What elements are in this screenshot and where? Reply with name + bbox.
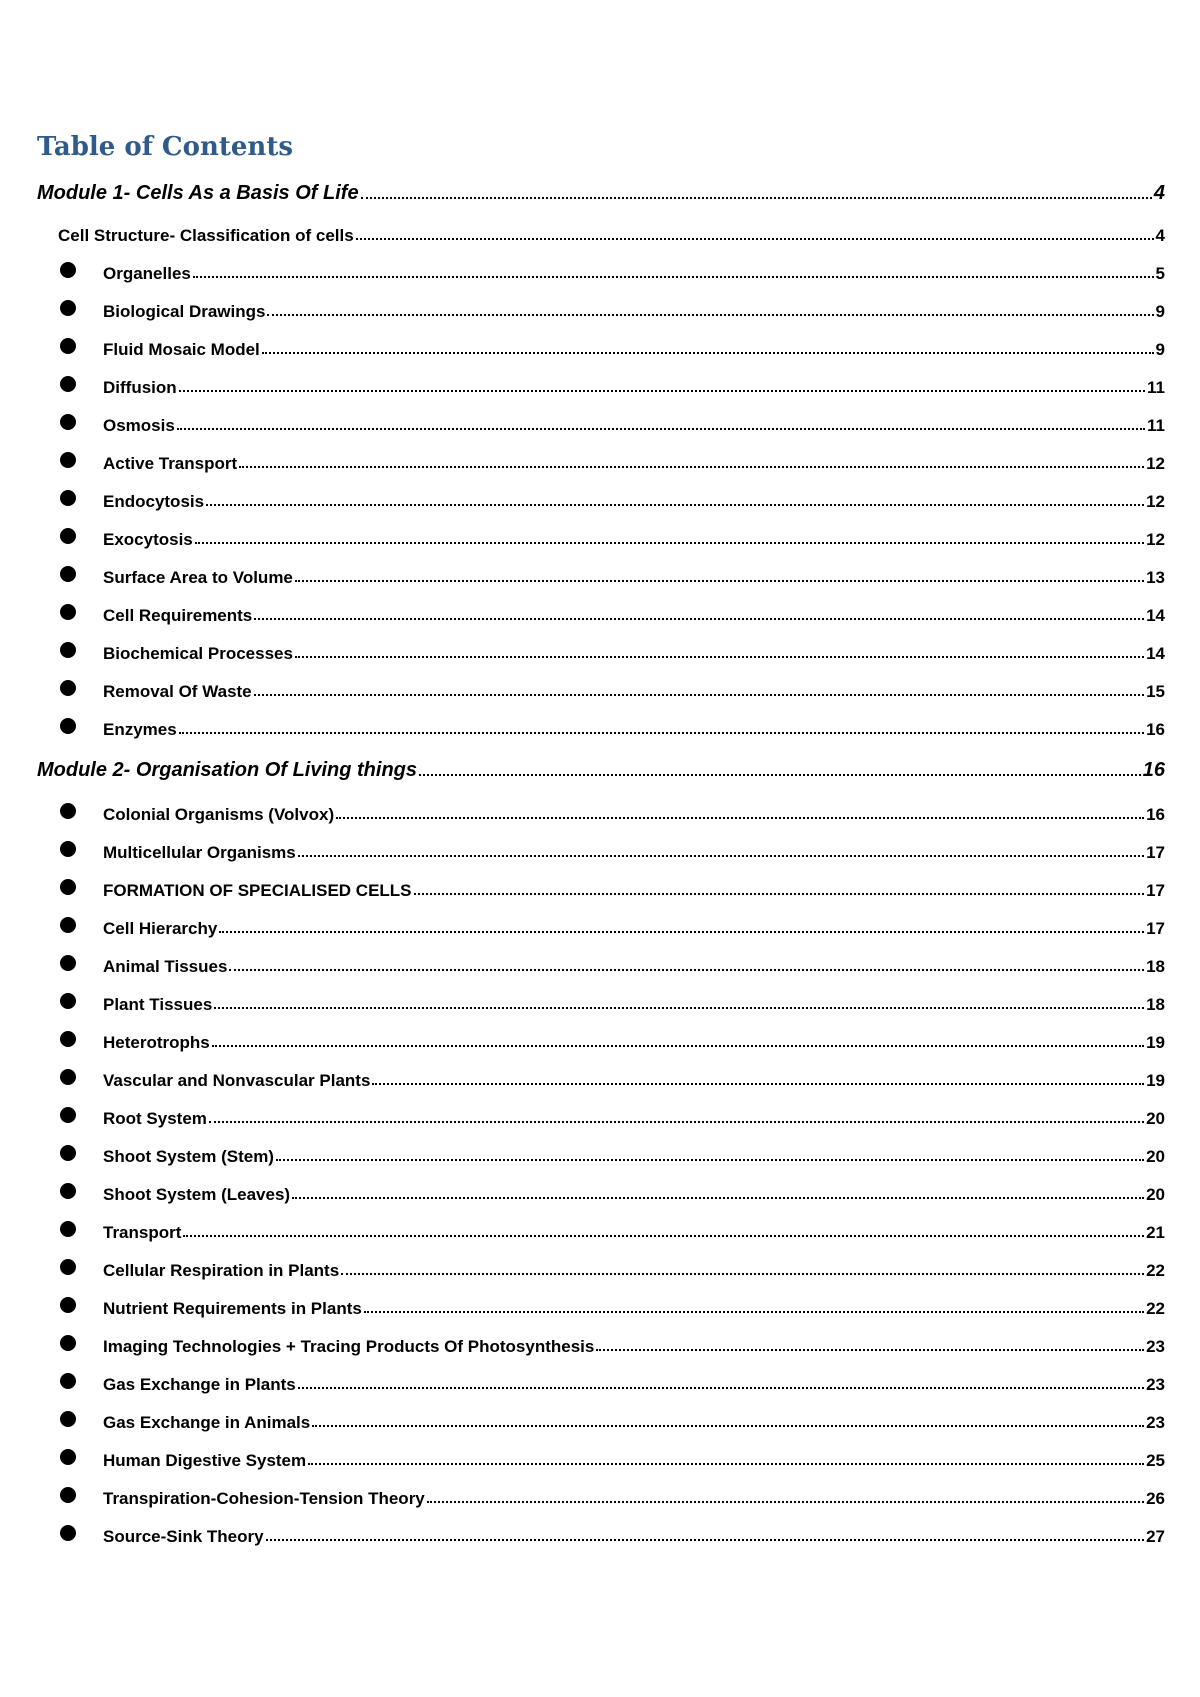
- toc-entry-item[interactable]: [0, 598, 1200, 626]
- bullet-icon: [60, 718, 76, 734]
- toc-entry-page-number: 11: [1147, 378, 1165, 397]
- toc-entry-label: Biological Drawings: [103, 302, 266, 321]
- toc-entry-item[interactable]: [0, 797, 1200, 825]
- bullet-icon: [60, 841, 76, 857]
- bullet-icon: [60, 566, 76, 582]
- toc-entry-item[interactable]: [0, 1329, 1200, 1357]
- toc-entry-page-number: 20: [1146, 1147, 1165, 1166]
- dot-leader: [254, 694, 1144, 696]
- toc-entry-label: Module 2- Organisation Of Living things: [37, 759, 417, 781]
- dot-leader: [298, 855, 1144, 857]
- toc-entry-item[interactable]: [0, 332, 1200, 360]
- dot-leader: [266, 1539, 1144, 1541]
- toc-entry-item[interactable]: [0, 1443, 1200, 1471]
- toc-entry-page-number: 27: [1146, 1527, 1165, 1546]
- dot-leader: [209, 1121, 1144, 1123]
- toc-entry-page-number: 23: [1146, 1413, 1165, 1432]
- toc-entry-label: Animal Tissues: [103, 957, 228, 976]
- toc-entry-page-number: 16: [1142, 759, 1165, 781]
- toc-entry-label: Source-Sink Theory: [103, 1527, 264, 1546]
- toc-entry-label: Human Digestive System: [103, 1451, 307, 1470]
- toc-entry-page-number: 17: [1146, 881, 1165, 900]
- toc-entry-page-number: 4: [1153, 182, 1165, 204]
- dot-leader: [336, 817, 1144, 819]
- bullet-icon: [60, 528, 76, 544]
- bullet-icon: [60, 879, 76, 895]
- toc-entry-item[interactable]: [0, 294, 1200, 322]
- dot-leader: [219, 931, 1144, 933]
- toc-entry-page-number: 13: [1146, 568, 1165, 587]
- toc-entry-page-number: 23: [1146, 1375, 1165, 1394]
- toc-entry-item[interactable]: [0, 1139, 1200, 1167]
- dot-leader: [295, 656, 1144, 658]
- dot-leader: [361, 197, 1152, 199]
- toc-entry-sub[interactable]: [0, 218, 1200, 246]
- toc-entry-item[interactable]: [0, 987, 1200, 1015]
- toc-entry-label: Removal Of Waste: [103, 682, 252, 701]
- toc-entry-label: Nutrient Requirements in Plants: [103, 1299, 362, 1318]
- toc-entry-page-number: 22: [1146, 1261, 1165, 1280]
- toc-entry-label: Shoot System (Leaves): [103, 1185, 291, 1204]
- toc-entry-page-number: 16: [1146, 720, 1165, 739]
- toc-entry-item[interactable]: [0, 1101, 1200, 1129]
- dot-leader: [229, 969, 1144, 971]
- dot-leader: [239, 466, 1144, 468]
- toc-entry-label: Heterotrophs: [103, 1033, 210, 1052]
- toc-entry-item[interactable]: [0, 712, 1200, 740]
- toc-entry-page-number: 14: [1146, 644, 1165, 663]
- toc-entry-item[interactable]: [0, 835, 1200, 863]
- bullet-icon: [60, 604, 76, 620]
- bullet-icon: [60, 955, 76, 971]
- toc-entry-page-number: 4: [1155, 226, 1165, 245]
- toc-title: Table of Contents: [37, 132, 293, 162]
- dot-leader: [193, 276, 1154, 278]
- toc-entry-label: Cellular Respiration in Plants: [103, 1261, 340, 1280]
- toc-entry-item[interactable]: [0, 256, 1200, 284]
- toc-entry-page-number: 16: [1146, 805, 1165, 824]
- toc-entry-label: Endocytosis: [103, 492, 205, 511]
- toc-entry-page-number: 20: [1146, 1185, 1165, 1204]
- toc-entry-page-number: 18: [1146, 995, 1165, 1014]
- toc-entry-item[interactable]: [0, 949, 1200, 977]
- toc-entry-page-number: 12: [1146, 530, 1165, 549]
- toc-entry-page-number: 17: [1146, 919, 1165, 938]
- dot-leader: [341, 1273, 1144, 1275]
- bullet-icon: [60, 803, 76, 819]
- toc-entry-page-number: 17: [1146, 843, 1165, 862]
- toc-entry-label: Multicellular Organisms: [103, 843, 296, 862]
- dot-leader: [206, 504, 1144, 506]
- toc-entry-item[interactable]: [0, 370, 1200, 398]
- toc-entry-page-number: 23: [1146, 1337, 1165, 1356]
- dot-leader: [298, 1387, 1144, 1389]
- dot-leader: [414, 893, 1145, 895]
- toc-entry-item[interactable]: [0, 1405, 1200, 1433]
- dot-leader: [596, 1349, 1144, 1351]
- dot-leader: [179, 732, 1144, 734]
- toc-entry-item[interactable]: [0, 1367, 1200, 1395]
- toc-entry-page-number: 5: [1155, 264, 1165, 283]
- dot-leader: [183, 1235, 1144, 1237]
- toc-entry-label: Organelles: [103, 264, 191, 283]
- toc-entry-label: Cell Structure- Classification of cells: [58, 226, 354, 245]
- bullet-icon: [60, 642, 76, 658]
- toc-entry-label: Active Transport: [103, 454, 238, 473]
- toc-entry-page-number: 20: [1146, 1109, 1165, 1128]
- dot-leader: [292, 1197, 1144, 1199]
- bullet-icon: [60, 1525, 76, 1541]
- bullet-icon: [60, 414, 76, 430]
- toc-entry-label: Root System: [103, 1109, 207, 1128]
- toc-entry-label: Gas Exchange in Plants: [103, 1375, 296, 1394]
- toc-entry-page-number: 18: [1146, 957, 1165, 976]
- toc-entry-label: Cell Hierarchy: [103, 919, 218, 938]
- toc-entry-item[interactable]: [0, 873, 1200, 901]
- bullet-icon: [60, 680, 76, 696]
- dot-leader: [214, 1007, 1144, 1009]
- toc-entry-label: Diffusion: [103, 378, 177, 397]
- toc-entry-item[interactable]: [0, 560, 1200, 588]
- toc-entry-module[interactable]: [0, 754, 1200, 782]
- dot-leader: [356, 238, 1154, 240]
- toc-entry-item[interactable]: [0, 911, 1200, 939]
- bullet-icon: [60, 300, 76, 316]
- toc-entry-item[interactable]: [0, 1063, 1200, 1091]
- toc-entry-label: Shoot System (Stem): [103, 1147, 274, 1166]
- dot-leader: [254, 618, 1144, 620]
- dot-leader: [276, 1159, 1144, 1161]
- bullet-icon: [60, 490, 76, 506]
- dot-leader: [262, 352, 1154, 354]
- dot-leader: [419, 774, 1141, 776]
- toc-entry-page-number: 9: [1155, 302, 1165, 321]
- bullet-icon: [60, 1297, 76, 1313]
- toc-entry-item[interactable]: [0, 1177, 1200, 1205]
- dot-leader: [195, 542, 1144, 544]
- toc-entry-label: Plant Tissues: [103, 995, 213, 1014]
- bullet-icon: [60, 452, 76, 468]
- toc-entry-page-number: 26: [1146, 1489, 1165, 1508]
- toc-entry-page-number: 14: [1146, 606, 1165, 625]
- toc-entry-label: Vascular and Nonvascular Plants: [103, 1071, 371, 1090]
- bullet-icon: [60, 1145, 76, 1161]
- bullet-icon: [60, 1449, 76, 1465]
- toc-entry-page-number: 9: [1155, 340, 1165, 359]
- bullet-icon: [60, 1069, 76, 1085]
- dot-leader: [179, 390, 1145, 392]
- toc-entry-item[interactable]: [0, 1519, 1200, 1547]
- toc-entry-item[interactable]: [0, 636, 1200, 664]
- bullet-icon: [60, 376, 76, 392]
- toc-entry-page-number: 11: [1147, 416, 1165, 435]
- toc-entry-label: Cell Requirements: [103, 606, 253, 625]
- dot-leader: [312, 1425, 1144, 1427]
- toc-entry-item[interactable]: [0, 674, 1200, 702]
- toc-entry-item[interactable]: [0, 446, 1200, 474]
- bullet-icon: [60, 1259, 76, 1275]
- toc-entry-item[interactable]: [0, 1481, 1200, 1509]
- toc-entry-page-number: 19: [1146, 1033, 1165, 1052]
- toc-entry-item[interactable]: [0, 1253, 1200, 1281]
- bullet-icon: [60, 338, 76, 354]
- toc-entry-item[interactable]: [0, 408, 1200, 436]
- toc-entry-label: Gas Exchange in Animals: [103, 1413, 311, 1432]
- toc-entry-item[interactable]: [0, 1025, 1200, 1053]
- bullet-icon: [60, 262, 76, 278]
- toc-entry-label: Imaging Technologies + Tracing Products Of Photosynthesis: [103, 1337, 595, 1356]
- toc-entry-label: Biochemical Processes: [103, 644, 293, 663]
- toc-entry-page-number: 12: [1146, 492, 1165, 511]
- toc-entry-item[interactable]: [0, 484, 1200, 512]
- bullet-icon: [60, 917, 76, 933]
- bullet-icon: [60, 1031, 76, 1047]
- toc-entry-page-number: 19: [1146, 1071, 1165, 1090]
- bullet-icon: [60, 1335, 76, 1351]
- dot-leader: [364, 1311, 1144, 1313]
- dot-leader: [308, 1463, 1144, 1465]
- toc-entry-label: Colonial Organisms (Volvox): [103, 805, 335, 824]
- bullet-icon: [60, 1221, 76, 1237]
- bullet-icon: [60, 1411, 76, 1427]
- bullet-icon: [60, 1373, 76, 1389]
- toc-entry-page-number: 15: [1146, 682, 1165, 701]
- toc-entry-item[interactable]: [0, 1215, 1200, 1243]
- toc-entry-label: Transpiration-Cohesion-Tension Theory: [103, 1489, 425, 1508]
- toc-entry-label: Enzymes: [103, 720, 177, 739]
- toc-entry-page-number: 22: [1146, 1299, 1165, 1318]
- dot-leader: [295, 580, 1144, 582]
- toc-entry-label: Exocytosis: [103, 530, 193, 549]
- toc-entry-page-number: 21: [1146, 1223, 1165, 1242]
- toc-entry-page-number: 12: [1146, 454, 1165, 473]
- dot-leader: [427, 1501, 1144, 1503]
- toc-entry-label: Surface Area to Volume: [103, 568, 293, 587]
- dot-leader: [212, 1045, 1144, 1047]
- dot-leader: [372, 1083, 1144, 1085]
- toc-entry-module[interactable]: [0, 177, 1200, 205]
- bullet-icon: [60, 1107, 76, 1123]
- toc-entry-label: Module 1- Cells As a Basis Of Life: [37, 182, 359, 204]
- toc-entry-label: Fluid Mosaic Model: [103, 340, 260, 359]
- toc-entry-label: Transport: [103, 1223, 182, 1242]
- bullet-icon: [60, 1183, 76, 1199]
- dot-leader: [267, 314, 1153, 316]
- toc-entry-item[interactable]: [0, 1291, 1200, 1319]
- bullet-icon: [60, 993, 76, 1009]
- dot-leader: [177, 428, 1145, 430]
- bullet-icon: [60, 1487, 76, 1503]
- toc-entry-page-number: 25: [1146, 1451, 1165, 1470]
- toc-entry-item[interactable]: [0, 522, 1200, 550]
- toc-entry-label: FORMATION OF SPECIALISED CELLS: [103, 881, 412, 900]
- toc-entry-label: Osmosis: [103, 416, 175, 435]
